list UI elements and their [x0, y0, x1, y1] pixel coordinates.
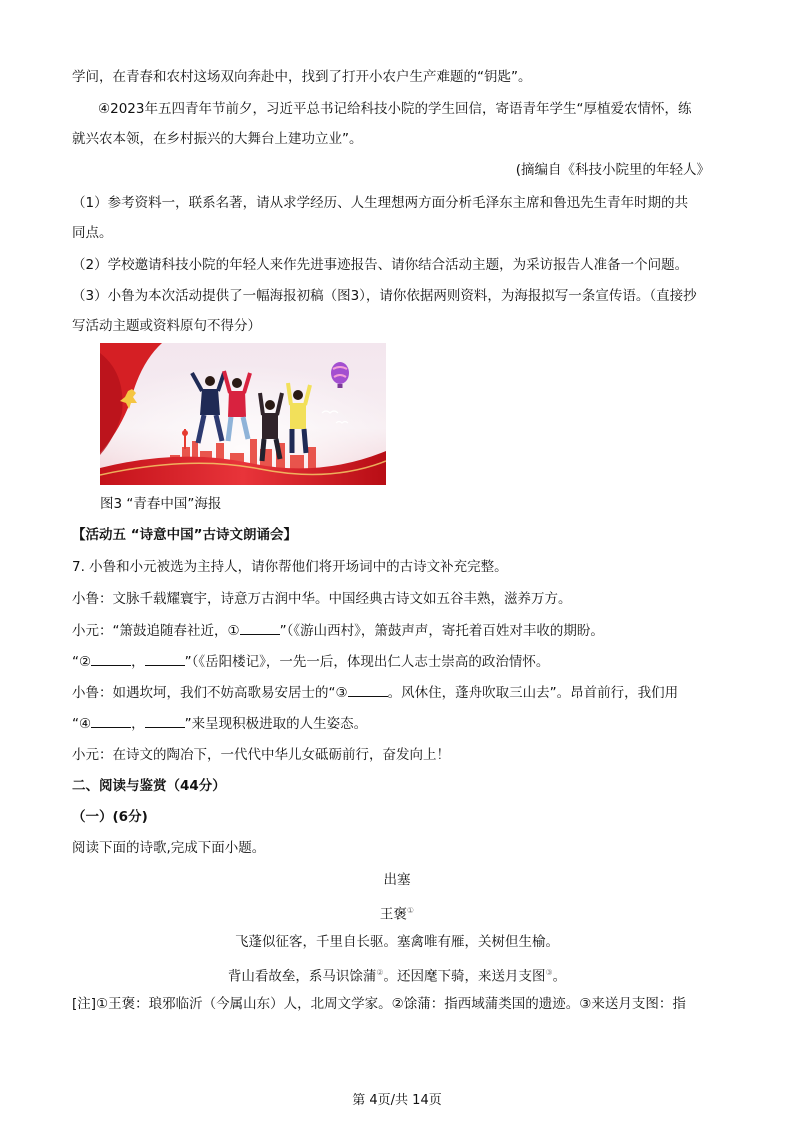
- subsection-heading: （一）(6分): [72, 809, 148, 825]
- poem-author: [0, 901, 794, 925]
- answer-blank-1[interactable]: [240, 620, 280, 635]
- note-marker: ②: [376, 968, 384, 977]
- dialogue-line: [72, 682, 678, 703]
- dialogue-text: ，: [131, 654, 145, 670]
- poem-text: 。: [552, 968, 567, 985]
- dialogue-text: “④: [72, 716, 92, 732]
- figure-caption: 图3 “青春中国”海报: [100, 496, 222, 512]
- author-name: 王褒: [379, 906, 407, 923]
- activity-heading: 【活动五 “诗意中国”古诗文朗诵会】: [72, 527, 297, 543]
- dialogue-text: ，: [131, 716, 145, 732]
- paragraph-line: 学问，在青春和农村这场双向奔赴中，找到了打开小农户生产难题的“钥匙”。: [72, 69, 532, 85]
- source-citation: (摘编自《科技小院里的年轻人》: [515, 162, 710, 178]
- page-number: 第 4页/共 14页: [352, 1093, 442, 1108]
- instruction: 阅读下面的诗歌,完成下面小题。: [72, 840, 266, 856]
- poem-text: 背山看故垒，系马识馀蒲: [227, 968, 377, 985]
- answer-blank-2b[interactable]: [145, 651, 185, 666]
- dialogue-line: [72, 620, 604, 641]
- question-1-cont: 同点。: [72, 225, 113, 241]
- dialogue-text: ”来呈现积极进取的人生姿态。: [184, 716, 368, 732]
- paragraph-line: ④2023年五四青年节前夕，习近平总书记给科技小院的学生回信，寄语青年学生“厚植爱农情怀，练: [98, 101, 692, 117]
- answer-blank-2a[interactable]: [91, 651, 131, 666]
- dialogue-text: 小元：“箫鼓追随春社近，①: [72, 623, 240, 639]
- dialogue-line: [72, 713, 367, 734]
- answer-blank-4a[interactable]: [91, 713, 131, 728]
- dialogue-text: 。风休住，蓬舟吹取三山去”。昂首前行，我们用: [387, 685, 679, 701]
- dialogue-line: 小鲁：文脉千载耀寰宇，诗意万古润中华。中国经典古诗文如五谷丰熟，滋养万方。: [72, 591, 572, 607]
- poem-line: 飞蓬似征客，千里自长驱。塞禽唯有雁，关树但生榆。: [235, 934, 559, 950]
- youth-china-poster: [100, 343, 386, 485]
- question-3-cont: 写活动主题或资料原句不得分）: [72, 318, 261, 334]
- answer-blank-4b[interactable]: [145, 713, 185, 728]
- dialogue-text: 小鲁：如遇坎坷，我们不妨高歌易安居士的“③: [72, 685, 348, 701]
- poem-title: 出塞: [383, 872, 411, 888]
- dialogue-text: ”（《岳阳楼记》，一先一后，体现出仁人志士崇高的政治情怀。: [184, 654, 550, 670]
- dialogue-line: [72, 651, 549, 672]
- poem-line: [0, 963, 794, 987]
- note-marker: ③: [545, 968, 553, 977]
- paragraph-line: 就兴农本领，在乡村振兴的大舞台上建功立业”。: [72, 131, 363, 147]
- poem-text: 。还因麾下骑，来送月支图: [383, 968, 546, 985]
- question-1: （1）参考资料一，联系名著，请从求学经历、人生理想两方面分析毛泽东主席和鲁迅先生青年时期的共: [72, 195, 689, 211]
- annotation-note: [注]①王褒：琅邪临沂（今属山东）人，北周文学家。②馀蒲：指西域蒲类国的遗迹。③来送月支图：指: [72, 996, 686, 1012]
- dialogue-text: ”（《游山西村》，箫鼓声声，寄托着百姓对丰收的期盼。: [279, 623, 604, 639]
- section-heading: 二、阅读与鉴赏（44分）: [72, 778, 226, 794]
- question-2: （2）学校邀请科技小院的年轻人来作先进事迹报告、请你结合活动主题，为采访报告人准备一个问题。: [72, 257, 689, 273]
- note-marker: ①: [406, 906, 415, 915]
- question-3: （3）小鲁为本次活动提供了一幅海报初稿（图3），请你依据两则资料，为海报拟写一条宣传语。（直接抄: [72, 288, 697, 304]
- answer-blank-3[interactable]: [348, 682, 388, 697]
- dialogue-text: “②: [72, 654, 92, 670]
- dialogue-line: 小元：在诗文的陶冶下，一代代中华儿女砥砺前行，奋发向上！: [72, 747, 450, 763]
- question-7: 7. 小鲁和小元被选为主持人，请你帮他们将开场词中的古诗文补充完整。: [72, 559, 508, 575]
